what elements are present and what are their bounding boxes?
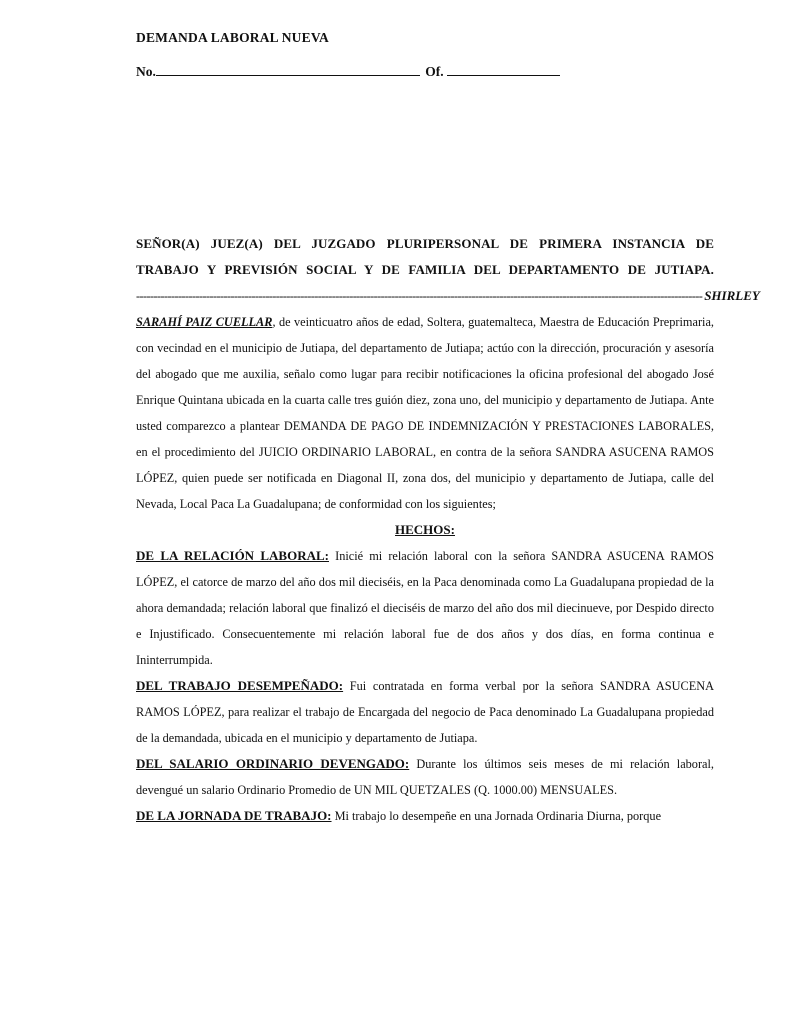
section-heading-salary: DEL SALARIO ORDINARIO DEVENGADO: — [136, 756, 410, 771]
dash-fill: ------------------------------------------------------------------------------------------------------------------------------------------------------------------ — [136, 289, 703, 303]
section-paragraph-schedule — [136, 803, 714, 829]
dash-fill-line — [136, 283, 760, 309]
office-number-blank — [447, 62, 560, 76]
addressee-line-2: TRABAJO Y PREVISIÓN SOCIAL Y DE FAMILIA DEL DEPARTAMENTO DE JUTIAPA. — [136, 262, 714, 277]
document-body — [136, 231, 760, 829]
case-number-blank — [156, 62, 420, 76]
section-paragraph-salary — [136, 751, 714, 803]
case-number-line — [136, 62, 562, 80]
section-text-employment: Inicié mi relación laboral con la señora SANDRA ASUCENA RAMOS LÓPEZ, el catorce de marzo del año dos mil dieciséis, en la Paca denominada como La Guadalupana propiedad de la ahora demandada; relación laboral que finalizó el dieciséis de marzo del año dos mil diecinueve, por Despido directo e Injustificado. Consecuentemente mi relación laboral fue de dos años y dos días, en forma continua e Ininterrumpida. — [136, 549, 714, 667]
section-heading-schedule: DE LA JORNADA DE TRABAJO: — [136, 808, 332, 823]
section-heading-employment: DE LA RELACIÓN LABORAL: — [136, 548, 329, 563]
document-title: DEMANDA LABORAL NUEVA — [136, 30, 329, 45]
section-heading-work: DEL TRABAJO DESEMPEÑADO: — [136, 678, 344, 693]
section-paragraph-employment — [136, 543, 714, 673]
section-text-salary: Durante los últimos seis meses de mi relación laboral, devengué un salario Ordinario Promedio de UN MIL QUETZALES (Q. 1000.00) MENSUALES. — [136, 757, 714, 797]
plaintiff-first-name: SHIRLEY — [704, 288, 760, 303]
intro-paragraph — [136, 309, 714, 517]
plaintiff-name-rest: SARAHÍ PAIZ CUELLAR — [136, 315, 273, 329]
section-text-schedule: Mi trabajo lo desempeñe en una Jornada Ordinaria Diurna, porque — [331, 809, 662, 823]
intro-text: , de veinticuatro años de edad, Soltera, guatemalteca, Maestra de Educación Preprimaria, con vecindad en el municipio de Jutiapa, del departamento de Jutiapa; actúo con la dirección, procuración y asesoría del abogado que me auxilia, señalo como lugar para recibir notificaciones la oficina profesional del abogado José Enrique Quintana ubicada en la cuarta calle tres guión diez, zona uno, del municipio y departamento de Jutiapa. Ante usted comparezco a plantear DEMANDA DE PAGO DE INDEMNIZACIÓN Y PRESTACIONES LABORALES, en el procedimiento del JUICIO ORDINARIO LABORAL, en contra de la señora SANDRA ASUCENA RAMOS LÓPEZ, quien puede ser notificada en Diagonal II, zona dos, del municipio y departamento de Jutiapa, calle del Nevada, Local Paca La Guadalupana; de conformidad con los siguientes; — [136, 315, 714, 511]
addressee-line-1: SEÑOR(A) JUEZ(A) DEL JUZGADO PLURIPERSONAL DE PRIMERA INSTANCIA DE — [136, 236, 714, 251]
section-text-work: Fui contratada en forma verbal por la señora SANDRA ASUCENA RAMOS LÓPEZ, para realizar el trabajo de Encargada del negocio de Paca denominado La Guadalupana propiedad de la demandada, ubicada en el municipio y departamento de Jutiapa. — [136, 679, 714, 745]
facts-heading: HECHOS: — [395, 522, 455, 537]
office-number-label: Of. — [425, 64, 444, 79]
case-number-label: No. — [136, 64, 156, 79]
section-paragraph-work — [136, 673, 714, 751]
